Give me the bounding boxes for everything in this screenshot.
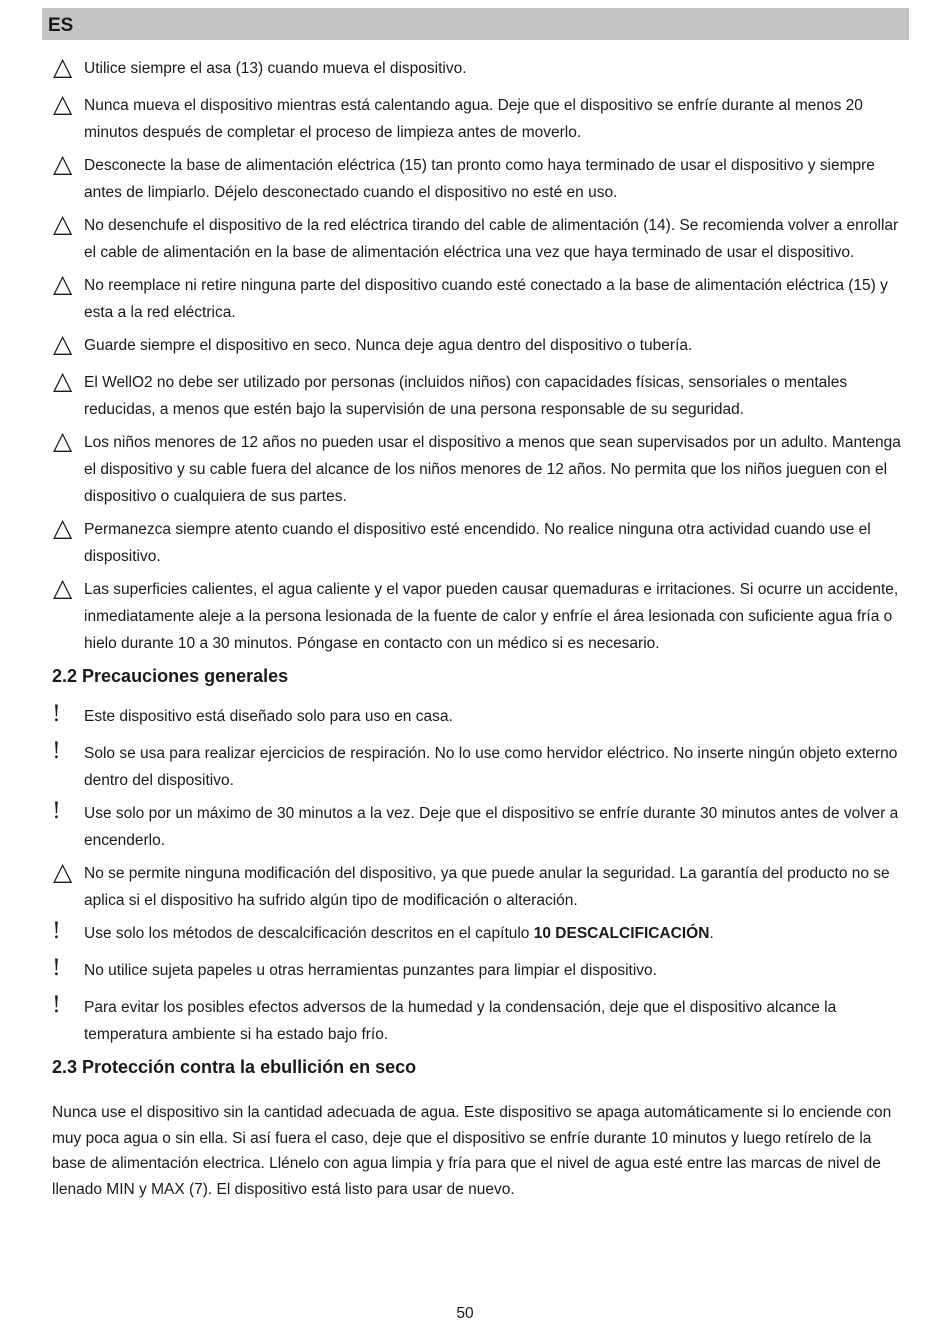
item-text: Guarde siempre el dispositivo en seco. Nunca deje agua dentro del dispositivo o tubería. [84, 337, 693, 354]
list-item [52, 329, 902, 359]
language-code: ES [48, 15, 74, 36]
item-text: No se permite ninguna modificación del dispositivo, ya que puede anular la seguridad. La garantía del producto no se aplica si el dispositivo ha sufrido algún tipo de modificación o alteración. [84, 865, 890, 909]
list-item [52, 703, 902, 730]
list-item [52, 366, 902, 423]
exclamation-icon: ! [52, 739, 61, 764]
section-heading-dry-boil-protection: 2.3 Protección contra la ebullición en seco [52, 1057, 417, 1077]
list-item [52, 573, 902, 657]
list-item [52, 513, 902, 570]
item-text: El WellO2 no debe ser utilizado por personas (incluidos niños) con capacidades físicas, sensoriales o mentales reducidas, a menos que estén bajo la supervisión de una persona responsable de su seguridad. [84, 374, 848, 418]
item-text: Use solo por un máximo de 30 minutos a la vez. Deje que el dispositivo se enfríe durante 30 minutos antes de volver a encenderlo. [84, 805, 899, 849]
list-item [52, 269, 902, 326]
safety-list [52, 52, 902, 657]
item-text: Este dispositivo está diseñado solo para uso en casa. [84, 708, 453, 725]
list-item [52, 957, 902, 984]
list-item [52, 740, 902, 794]
item-text-tail: . [709, 925, 714, 942]
exclamation-icon: ! [52, 919, 61, 944]
item-text: No utilice sujeta papeles u otras herramientas punzantes para limpiar el dispositivo. [84, 962, 657, 979]
item-text: Las superficies calientes, el agua caliente y el vapor pueden causar quemaduras e irritaciones. Si ocurre un accidente, inmediatamente aleje a la persona lesionada de la fuente de calor y enfríe el área lesionada con suficiente agua fría o hielo durante 10 a 30 minutos. Póngase en contacto con un médico si es necesario. [84, 581, 899, 652]
caution-icon: △ [53, 573, 73, 602]
chapter-reference: 10 DESCALCIFICACIÓN [533, 925, 710, 942]
caution-icon: △ [53, 329, 73, 358]
list-item [52, 426, 902, 510]
item-text: No reemplace ni retire ninguna parte del dispositivo cuando esté conectado a la base de alimentación eléctrica (15) y esta a la red eléctrica. [84, 277, 888, 321]
caution-icon: △ [53, 89, 73, 118]
item-text: Nunca mueva el dispositivo mientras está calentando agua. Deje que el dispositivo se enfríe durante al menos 20 minutos después de completar el proceso de limpieza antes de moverlo. [84, 97, 863, 141]
caution-icon: △ [53, 209, 73, 238]
caution-icon: △ [53, 269, 73, 298]
caution-icon: △ [53, 149, 73, 178]
caution-icon: △ [53, 366, 73, 395]
item-text: Permanezca siempre atento cuando el dispositivo esté encendido. No realice ninguna otra actividad cuando use el dispositivo. [84, 521, 871, 565]
exclamation-icon: ! [52, 956, 61, 981]
item-text: No desenchufe el dispositivo de la red eléctrica tirando del cable de alimentación (14). Se recomienda volver a enrollar el cable de alimentación en la base de alimentación eléctrica una vez que haya terminado de usar el dispositivo. [84, 217, 899, 261]
exclamation-icon: ! [52, 993, 61, 1018]
list-item [52, 920, 902, 947]
precautions-list [52, 703, 902, 1048]
list-item [52, 149, 902, 206]
dry-boil-paragraph: Nunca use el dispositivo sin la cantidad adecuada de agua. Este dispositivo se apaga automáticamente si lo enciende con muy poca agua o sin ella. Si así fuera el caso, deje que el dispositivo se enfríe durante 10 minutos y luego retírelo de la base de alimentación electrica. Llénelo con agua limpia y fría para que el nivel de agua esté entre las marcas de nivel de llenado MIN y MAX (7). El dispositivo está listo para usar de nuevo. [52, 1104, 892, 1198]
caution-icon: △ [53, 426, 73, 455]
list-item [52, 89, 902, 146]
language-header [42, 8, 909, 40]
list-item [52, 209, 902, 266]
item-text-lead: Use solo los métodos de descalcificación descritos en el capítulo [84, 925, 534, 942]
caution-icon: △ [53, 52, 73, 81]
item-text [84, 920, 902, 947]
exclamation-icon: ! [52, 799, 61, 824]
page-number: 50 [456, 1305, 474, 1322]
list-item [52, 800, 902, 854]
item-text: Solo se usa para realizar ejercicios de respiración. No lo use como hervidor eléctrico. No inserte ningún objeto externo dentro del dispositivo. [84, 745, 898, 789]
section-heading-general-precautions: 2.2 Precauciones generales [52, 666, 289, 686]
page-content [52, 52, 902, 1202]
item-text: Los niños menores de 12 años no pueden usar el dispositivo a menos que sean supervisados por un adulto. Mantenga el dispositivo y su cable fuera del alcance de los niños menores de 12 años. No permita que los niños jueguen con el dispositivo o cualquiera de sus partes. [84, 434, 901, 505]
caution-icon: △ [53, 513, 73, 542]
list-item [52, 857, 902, 914]
exclamation-icon: ! [52, 702, 61, 727]
item-text: Desconecte la base de alimentación eléctrica (15) tan pronto como haya terminado de usar el dispositivo y siempre antes de limpiarlo. Déjelo desconectado cuando el dispositivo no esté en uso. [84, 157, 875, 201]
caution-icon: △ [53, 857, 73, 886]
list-item [52, 994, 902, 1048]
item-text: Utilice siempre el asa (13) cuando mueva el dispositivo. [84, 60, 467, 77]
item-text: Para evitar los posibles efectos adversos de la humedad y la condensación, deje que el dispositivo alcance la temperatura ambiente si ha estado bajo frío. [84, 999, 837, 1043]
list-item [52, 52, 902, 82]
